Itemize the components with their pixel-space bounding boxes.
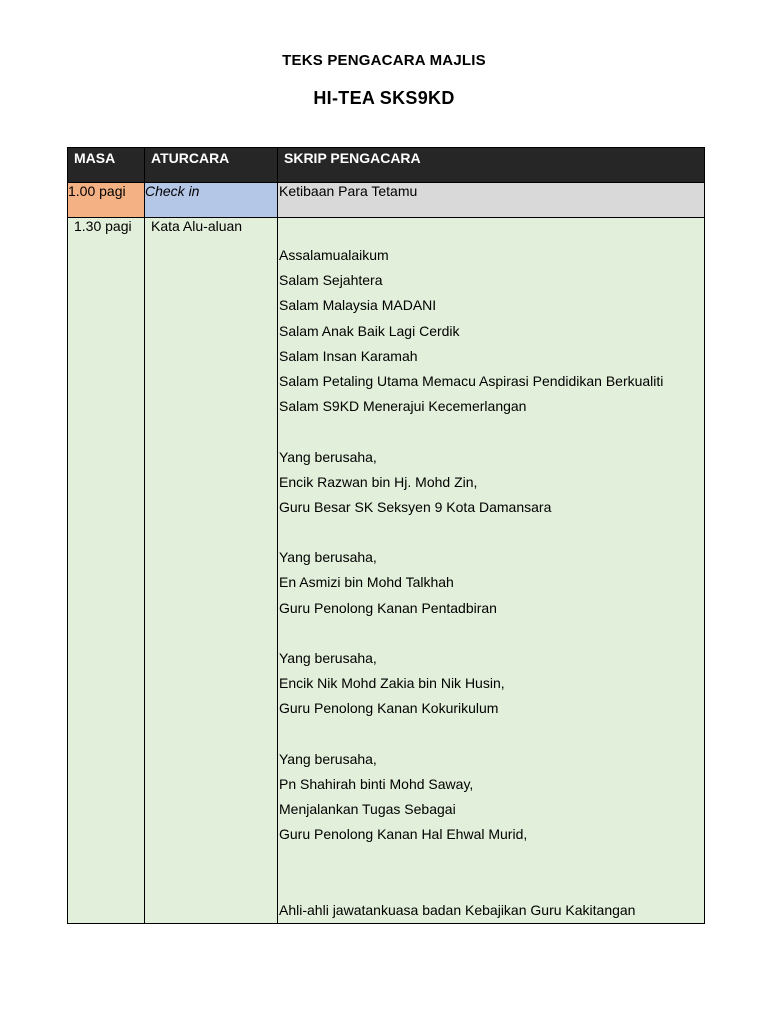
cell-masa: 1.00 pagi (68, 183, 145, 218)
script-line: En Asmizi bin Mohd Talkhah (279, 574, 454, 591)
script-line: Salam Petaling Utama Memacu Aspirasi Pendidikan Berkualiti (279, 372, 664, 389)
header-skrip: SKRIP PENGACARA (278, 148, 705, 183)
script-line (279, 419, 704, 444)
script-line (279, 873, 704, 898)
table-header-row (68, 148, 705, 183)
script-line: Pn Shahirah binti Mohd Saway, (279, 775, 474, 792)
page-title: TEKS PENGACARA MAJLIS (282, 52, 486, 69)
table-row (68, 183, 705, 218)
cell-skrip: Ketibaan Para Tetamu (278, 183, 705, 218)
cell-skrip (278, 218, 705, 924)
cell-aturcara: Kata Alu-aluan (145, 218, 278, 924)
script-line (279, 520, 704, 545)
header-masa: MASA (68, 148, 145, 183)
script-line: Ahli-ahli jawatankuasa badan Kebajikan Guru Kakitangan (279, 901, 636, 918)
header-aturcara: ATURCARA (145, 148, 278, 183)
event-title: HI-TEA SKS9KD (313, 88, 455, 108)
script-line: Guru Besar SK Seksyen 9 Kota Damansara (279, 498, 552, 515)
script-line: Salam Malaysia MADANI (279, 297, 437, 314)
script-line: Menjalankan Tugas Sebagai (279, 801, 456, 818)
script-line (279, 621, 704, 646)
script-line: Encik Nik Mohd Zakia bin Nik Husin, (279, 675, 505, 692)
program-table (67, 147, 705, 924)
script-line: Yang berusaha, (279, 448, 377, 465)
script-line: Yang berusaha, (279, 750, 377, 767)
script-line: Encik Razwan bin Hj. Mohd Zin, (279, 473, 478, 490)
script-line: Assalamualaikum (279, 247, 389, 263)
script-line: Salam Sejahtera (279, 272, 383, 289)
script-line (279, 722, 704, 747)
script-line: Salam Anak Baik Lagi Cerdik (279, 322, 460, 339)
script-line: Salam S9KD Menerajui Kecemerlangan (279, 398, 527, 415)
cell-aturcara: Check in (145, 183, 278, 218)
script-line: Yang berusaha, (279, 650, 377, 666)
script-line: Guru Penolong Kanan Hal Ehwal Murid, (279, 826, 528, 843)
script-line: Guru Penolong Kanan Kokurikulum (279, 700, 499, 717)
script-line: Guru Penolong Kanan Pentadbiran (279, 599, 497, 616)
table-row (68, 218, 705, 924)
script-line (279, 848, 704, 873)
script-line: Salam Insan Karamah (279, 347, 418, 364)
cell-masa: 1.30 pagi (68, 218, 145, 924)
script-lines (278, 218, 704, 923)
script-line: Yang berusaha, (279, 549, 377, 566)
